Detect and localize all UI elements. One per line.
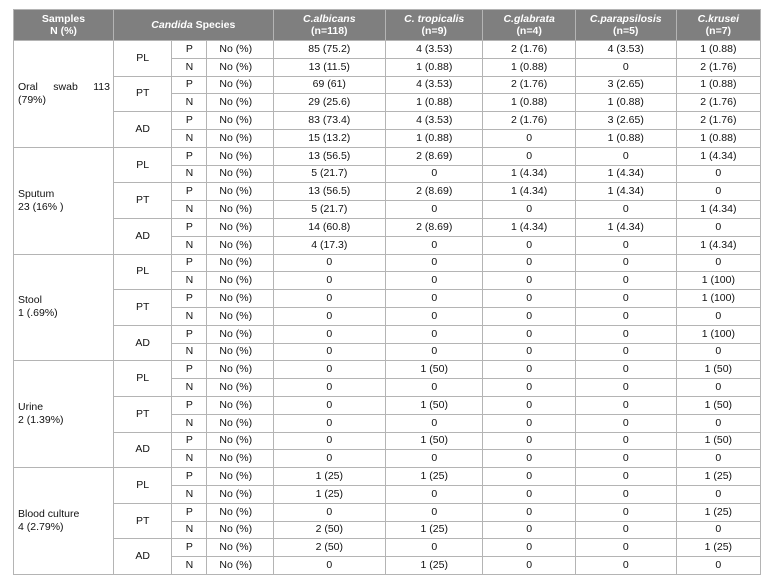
pn-cell: P (172, 41, 207, 59)
value-cell: 1 (0.88) (575, 94, 676, 112)
sample-count: 2 (1.39%) (18, 414, 64, 427)
value-cell: 5 (21.7) (273, 165, 385, 183)
value-cell: 0 (385, 450, 483, 468)
metric-cell: No (%) (207, 165, 273, 183)
value-cell: 1 (25) (676, 468, 760, 486)
value-cell: 4 (3.53) (385, 41, 483, 59)
table-row (14, 41, 761, 59)
candida-species-table (13, 9, 761, 575)
pn-cell: N (172, 414, 207, 432)
value-cell: 0 (575, 557, 676, 575)
value-cell: 0 (575, 236, 676, 254)
table-row (14, 112, 761, 130)
samples-header-sub: N (%) (50, 25, 77, 37)
value-cell: 0 (575, 396, 676, 414)
value-cell: 0 (676, 254, 760, 272)
metric-cell: No (%) (207, 236, 273, 254)
value-cell: 1 (100) (676, 272, 760, 290)
value-cell: 69 (61) (273, 76, 385, 94)
value-cell: 13 (56.5) (273, 183, 385, 201)
value-cell: 1 (4.34) (483, 218, 575, 236)
value-cell: 1 (0.88) (385, 129, 483, 147)
value-cell: 4 (3.53) (575, 41, 676, 59)
metric-cell: No (%) (207, 503, 273, 521)
value-cell: 1 (25) (273, 485, 385, 503)
table-row (14, 539, 761, 557)
value-cell: 1 (0.88) (676, 41, 760, 59)
pn-cell: N (172, 343, 207, 361)
group-label: PT (114, 396, 172, 432)
value-cell: 0 (273, 290, 385, 308)
value-cell: 1 (0.88) (676, 129, 760, 147)
pn-cell: P (172, 183, 207, 201)
sample-label: Urine (18, 401, 44, 414)
value-cell: 0 (575, 468, 676, 486)
value-cell: 0 (483, 290, 575, 308)
pn-cell: N (172, 129, 207, 147)
pn-cell: P (172, 468, 207, 486)
value-cell: 0 (273, 396, 385, 414)
value-cell: 0 (273, 343, 385, 361)
value-cell: 1 (4.34) (676, 236, 760, 254)
value-cell: 0 (483, 521, 575, 539)
value-cell: 1 (50) (385, 396, 483, 414)
value-cell: 0 (483, 236, 575, 254)
metric-cell: No (%) (207, 485, 273, 503)
metric-cell: No (%) (207, 129, 273, 147)
group-label: PT (114, 503, 172, 539)
pn-cell: N (172, 521, 207, 539)
value-cell: 0 (575, 485, 676, 503)
group-label: AD (114, 218, 172, 254)
metric-cell: No (%) (207, 94, 273, 112)
value-cell: 0 (676, 521, 760, 539)
table-row (14, 254, 761, 272)
value-cell: 1 (0.88) (483, 58, 575, 76)
value-cell: 0 (385, 236, 483, 254)
value-cell: 0 (385, 414, 483, 432)
value-cell: 4 (17.3) (273, 236, 385, 254)
value-cell: 0 (483, 272, 575, 290)
group-label: PL (114, 468, 172, 504)
table-row (14, 183, 761, 201)
value-cell: 0 (575, 254, 676, 272)
value-cell: 0 (483, 485, 575, 503)
value-cell: 0 (483, 201, 575, 219)
col-header-n: (n=5) (613, 25, 639, 37)
species-header (114, 10, 274, 41)
metric-cell: No (%) (207, 450, 273, 468)
metric-cell: No (%) (207, 147, 273, 165)
sample-count: (79%) (18, 93, 47, 106)
value-cell: 2 (1.76) (676, 58, 760, 76)
table-row (14, 361, 761, 379)
metric-cell: No (%) (207, 112, 273, 130)
value-cell: 0 (575, 539, 676, 557)
pn-cell: N (172, 165, 207, 183)
col-header-name: C.albicans (303, 13, 356, 25)
table-row (14, 76, 761, 94)
value-cell: 1 (4.34) (575, 183, 676, 201)
table-row (14, 290, 761, 308)
value-cell: 0 (483, 361, 575, 379)
value-cell: 0 (676, 165, 760, 183)
table-row (14, 468, 761, 486)
value-cell: 13 (11.5) (273, 58, 385, 76)
group-label: AD (114, 432, 172, 468)
value-cell: 1 (4.34) (575, 165, 676, 183)
value-cell: 0 (483, 432, 575, 450)
pn-cell: N (172, 94, 207, 112)
value-cell: 0 (483, 325, 575, 343)
value-cell: 1 (50) (385, 432, 483, 450)
value-cell: 0 (575, 521, 676, 539)
value-cell: 0 (575, 450, 676, 468)
value-cell: 0 (483, 307, 575, 325)
value-cell: 0 (273, 379, 385, 397)
value-cell: 1 (100) (676, 290, 760, 308)
value-cell: 0 (575, 201, 676, 219)
col-header-glabrata (483, 10, 575, 41)
pn-cell: P (172, 254, 207, 272)
value-cell: 0 (676, 379, 760, 397)
group-label: PL (114, 41, 172, 77)
value-cell: 1 (4.34) (575, 218, 676, 236)
value-cell: 2 (1.76) (483, 76, 575, 94)
value-cell: 0 (273, 361, 385, 379)
pn-cell: N (172, 307, 207, 325)
value-cell: 0 (676, 307, 760, 325)
value-cell: 2 (1.76) (483, 112, 575, 130)
value-cell: 1 (50) (676, 396, 760, 414)
value-cell: 0 (575, 272, 676, 290)
col-header-name: C.krusei (697, 13, 740, 25)
value-cell: 1 (25) (385, 521, 483, 539)
metric-cell: No (%) (207, 432, 273, 450)
pn-cell: P (172, 147, 207, 165)
sample-count: 23 (16% ) (18, 200, 64, 213)
metric-cell: No (%) (207, 76, 273, 94)
value-cell: 2 (8.69) (385, 218, 483, 236)
value-cell: 0 (676, 450, 760, 468)
sample-label-cell (14, 41, 114, 148)
sample-label-word: 113 (93, 80, 110, 93)
sample-label-cell (14, 468, 114, 575)
metric-cell: No (%) (207, 396, 273, 414)
value-cell: 0 (575, 58, 676, 76)
col-header-tropicalis (385, 10, 483, 41)
value-cell: 0 (385, 290, 483, 308)
value-cell: 0 (676, 485, 760, 503)
metric-cell: No (%) (207, 379, 273, 397)
value-cell: 0 (273, 307, 385, 325)
value-cell: 0 (385, 201, 483, 219)
value-cell: 1 (4.34) (483, 183, 575, 201)
value-cell: 1 (0.88) (385, 58, 483, 76)
value-cell: 0 (575, 325, 676, 343)
value-cell: 0 (385, 325, 483, 343)
table-row (14, 218, 761, 236)
metric-cell: No (%) (207, 343, 273, 361)
value-cell: 2 (1.76) (483, 41, 575, 59)
value-cell: 0 (483, 379, 575, 397)
value-cell: 1 (0.88) (575, 129, 676, 147)
value-cell: 0 (273, 557, 385, 575)
value-cell: 0 (676, 414, 760, 432)
value-cell: 0 (483, 468, 575, 486)
value-cell: 3 (2.65) (575, 76, 676, 94)
pn-cell: N (172, 201, 207, 219)
pn-cell: P (172, 503, 207, 521)
value-cell: 14 (60.8) (273, 218, 385, 236)
value-cell: 4 (3.53) (385, 112, 483, 130)
metric-cell: No (%) (207, 325, 273, 343)
sample-count: 1 (.69%) (18, 307, 58, 320)
value-cell: 0 (483, 343, 575, 361)
pn-cell: P (172, 112, 207, 130)
species-header-rest: Species (192, 19, 236, 31)
value-cell: 0 (385, 539, 483, 557)
metric-cell: No (%) (207, 414, 273, 432)
sample-label-word: swab (53, 80, 78, 93)
value-cell: 0 (273, 254, 385, 272)
value-cell: 0 (676, 183, 760, 201)
value-cell: 0 (385, 485, 483, 503)
pn-cell: P (172, 396, 207, 414)
value-cell: 0 (575, 414, 676, 432)
value-cell: 0 (385, 379, 483, 397)
table-body (14, 41, 761, 575)
value-cell: 83 (73.4) (273, 112, 385, 130)
value-cell: 0 (273, 432, 385, 450)
samples-header (14, 10, 114, 41)
value-cell: 0 (385, 343, 483, 361)
pn-cell: P (172, 218, 207, 236)
value-cell: 1 (25) (676, 503, 760, 521)
value-cell: 1 (4.34) (676, 147, 760, 165)
value-cell: 1 (100) (676, 325, 760, 343)
value-cell: 0 (385, 272, 483, 290)
pn-cell: P (172, 539, 207, 557)
value-cell: 15 (13.2) (273, 129, 385, 147)
value-cell: 1 (25) (676, 539, 760, 557)
col-header-name: C.parapsilosis (589, 13, 662, 25)
group-label: PT (114, 76, 172, 112)
pn-cell: N (172, 557, 207, 575)
col-header-name: C.glabrata (503, 13, 555, 25)
value-cell: 1 (0.88) (483, 94, 575, 112)
pn-cell: P (172, 76, 207, 94)
pn-cell: N (172, 236, 207, 254)
value-cell: 5 (21.7) (273, 201, 385, 219)
value-cell: 0 (483, 557, 575, 575)
species-header-genus: Candida (151, 19, 193, 31)
header-row (14, 10, 761, 41)
value-cell: 1 (50) (676, 432, 760, 450)
sample-label: Blood culture (18, 508, 80, 521)
value-cell: 0 (575, 290, 676, 308)
value-cell: 2 (8.69) (385, 183, 483, 201)
value-cell: 85 (75.2) (273, 41, 385, 59)
metric-cell: No (%) (207, 557, 273, 575)
col-header-n: (n=118) (311, 25, 348, 37)
metric-cell: No (%) (207, 201, 273, 219)
value-cell: 1 (0.88) (676, 76, 760, 94)
value-cell: 0 (575, 343, 676, 361)
col-header-name: C. tropicalis (404, 13, 465, 25)
samples-header-label: Samples (41, 13, 86, 25)
group-label: PT (114, 183, 172, 219)
value-cell: 2 (1.76) (676, 112, 760, 130)
table-row (14, 503, 761, 521)
value-cell: 0 (483, 414, 575, 432)
value-cell: 1 (4.34) (483, 165, 575, 183)
value-cell: 0 (575, 432, 676, 450)
metric-cell: No (%) (207, 41, 273, 59)
value-cell: 0 (483, 450, 575, 468)
metric-cell: No (%) (207, 361, 273, 379)
value-cell: 0 (273, 414, 385, 432)
value-cell: 0 (273, 450, 385, 468)
value-cell: 1 (50) (385, 361, 483, 379)
value-cell: 0 (676, 343, 760, 361)
value-cell: 0 (575, 379, 676, 397)
group-label: PT (114, 290, 172, 326)
pn-cell: N (172, 379, 207, 397)
value-cell: 1 (25) (273, 468, 385, 486)
value-cell: 2 (8.69) (385, 147, 483, 165)
pn-cell: P (172, 361, 207, 379)
col-header-n: (n=9) (421, 25, 447, 37)
metric-cell: No (%) (207, 521, 273, 539)
value-cell: 0 (483, 147, 575, 165)
value-cell: 0 (676, 218, 760, 236)
sample-label-cell (14, 147, 114, 254)
pn-cell: N (172, 450, 207, 468)
pn-cell: P (172, 290, 207, 308)
value-cell: 0 (483, 396, 575, 414)
pn-cell: P (172, 432, 207, 450)
value-cell: 29 (25.6) (273, 94, 385, 112)
value-cell: 1 (25) (385, 557, 483, 575)
table-row (14, 396, 761, 414)
table-row (14, 147, 761, 165)
value-cell: 0 (273, 272, 385, 290)
value-cell: 0 (575, 361, 676, 379)
value-cell: 0 (575, 147, 676, 165)
pn-cell: P (172, 325, 207, 343)
metric-cell: No (%) (207, 272, 273, 290)
value-cell: 1 (25) (385, 468, 483, 486)
metric-cell: No (%) (207, 468, 273, 486)
value-cell: 3 (2.65) (575, 112, 676, 130)
sample-label: Sputum (18, 187, 55, 200)
group-label: PL (114, 254, 172, 290)
metric-cell: No (%) (207, 254, 273, 272)
value-cell: 0 (273, 503, 385, 521)
sample-label-word: Oral (18, 80, 38, 93)
value-cell: 1 (50) (676, 361, 760, 379)
col-header-parapsilosis (575, 10, 676, 41)
group-label: AD (114, 112, 172, 148)
metric-cell: No (%) (207, 183, 273, 201)
table-row (14, 325, 761, 343)
value-cell: 0 (575, 503, 676, 521)
pn-cell: N (172, 485, 207, 503)
value-cell: 0 (273, 325, 385, 343)
col-header-n: (n=4) (516, 25, 542, 37)
pn-cell: N (172, 58, 207, 76)
sample-label-cell (14, 361, 114, 468)
table-row (14, 432, 761, 450)
value-cell: 0 (385, 503, 483, 521)
value-cell: 0 (575, 307, 676, 325)
value-cell: 0 (385, 307, 483, 325)
value-cell: 0 (483, 503, 575, 521)
value-cell: 0 (385, 165, 483, 183)
value-cell: 0 (483, 539, 575, 557)
metric-cell: No (%) (207, 539, 273, 557)
value-cell: 2 (1.76) (676, 94, 760, 112)
value-cell: 1 (0.88) (385, 94, 483, 112)
metric-cell: No (%) (207, 218, 273, 236)
group-label: AD (114, 539, 172, 575)
value-cell: 13 (56.5) (273, 147, 385, 165)
sample-label-cell (14, 254, 114, 361)
sample-label: Stool (18, 294, 42, 307)
group-label: AD (114, 325, 172, 361)
col-header-n: (n=7) (705, 25, 732, 37)
value-cell: 1 (4.34) (676, 201, 760, 219)
pn-cell: N (172, 272, 207, 290)
metric-cell: No (%) (207, 58, 273, 76)
value-cell: 2 (50) (273, 521, 385, 539)
group-label: PL (114, 147, 172, 183)
sample-count: 4 (2.79%) (18, 521, 64, 534)
metric-cell: No (%) (207, 307, 273, 325)
value-cell: 0 (385, 254, 483, 272)
value-cell: 0 (676, 557, 760, 575)
group-label: PL (114, 361, 172, 397)
value-cell: 4 (3.53) (385, 76, 483, 94)
value-cell: 2 (50) (273, 539, 385, 557)
col-header-krusei (676, 10, 760, 41)
metric-cell: No (%) (207, 290, 273, 308)
value-cell: 0 (483, 129, 575, 147)
col-header-albicans (273, 10, 385, 41)
value-cell: 0 (483, 254, 575, 272)
